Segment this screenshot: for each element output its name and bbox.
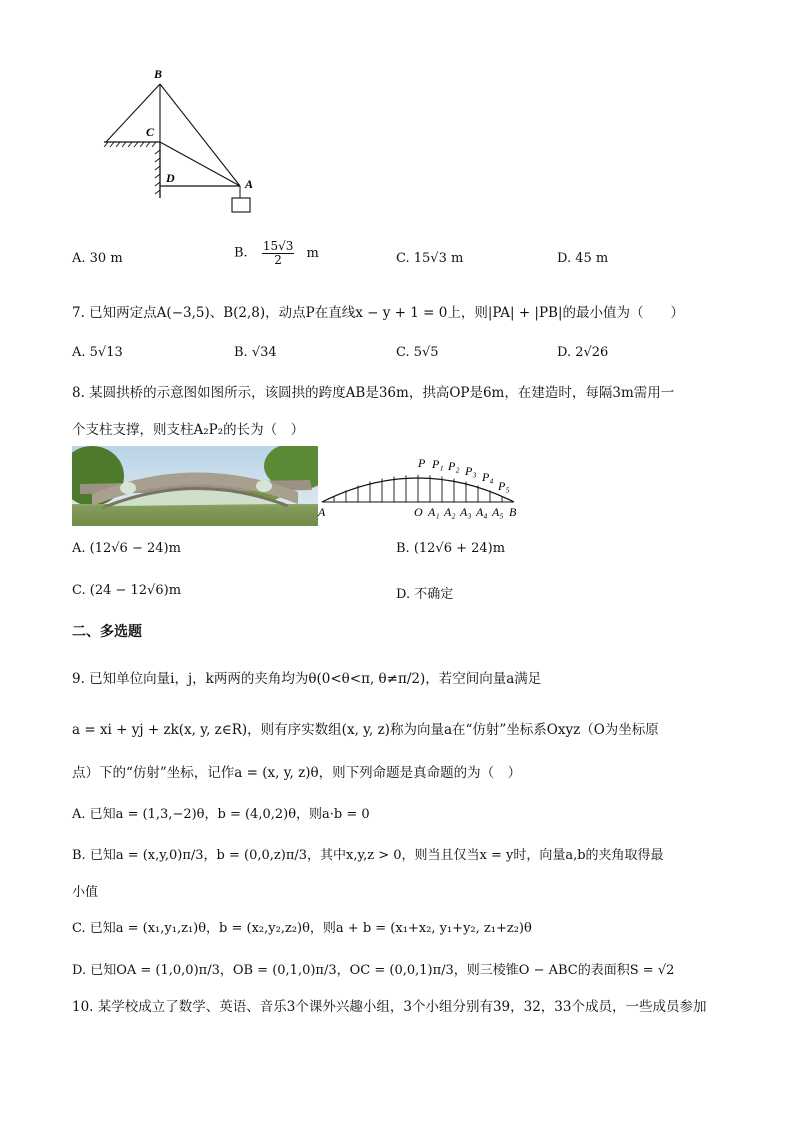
fraction: $\frac{15√3}{2}$ (262, 239, 294, 267)
label-d: D (166, 171, 175, 185)
arch-label-a1: A₁ (428, 505, 440, 519)
arch-label-a: A (318, 505, 326, 519)
q7-option-b: B. √34 (234, 345, 277, 360)
q9-option-b: B. 已知a = (x,y,0)π/3，b = (0,0,z)π/3，其中x,y,z > 0，则当且仅当x = y时，向量a,b的夹角取得最 (72, 848, 664, 863)
arch-label-p4: P₄ (482, 470, 494, 484)
q6-option-c: C. 15√3 m (396, 251, 464, 266)
arch-label-p5: P₅ (498, 479, 510, 493)
bridge-photo (72, 446, 318, 526)
q6-option-b: B. $\frac{15√3}{2}$ m (234, 239, 319, 267)
arch-label-a3: A₃ (460, 505, 472, 519)
q8-option-a: A. (12√6 − 24)m (72, 541, 181, 556)
arch-label-b: B (509, 505, 517, 519)
q9-question-line1: 9. 已知单位向量i，j，k两两的夹角均为θ(0<θ<π, θ≠π/2)，若空间向量a满足 (72, 671, 542, 687)
label-b: B (154, 67, 163, 81)
section-title: 二、多选题 (72, 624, 142, 640)
label-a: A (245, 177, 254, 191)
q8-option-d: D. 不确定 (396, 587, 454, 602)
q9-question-line2: a = xi + yj + zk(x, y, z∈R)，则有序实数组(x, y, z)称为向量a在“仿射”坐标系Oxyz（O为坐标原 (72, 722, 659, 738)
q9-option-c: C. 已知a = (x₁,y₁,z₁)θ，b = (x₂,y₂,z₂)θ，则a + b = (x₁+x₂, y₁+y₂, z₁+z₂)θ (72, 921, 532, 936)
q7-option-c: C. 5√5 (396, 345, 439, 360)
arch-label-p3: P₃ (465, 464, 477, 478)
q8-option-b: B. (12√6 + 24)m (396, 541, 506, 556)
geometry-figure-q6 (100, 62, 260, 222)
q8-option-c: C. (24 − 12√6)m (72, 583, 182, 598)
q6-option-a: A. 30 m (72, 251, 123, 266)
q7-question: 7. 已知两定点A(−3,5)、B(2,8)，动点P在直线x − y + 1 = 0上，则|PA| + |PB|的最小值为（ ） (72, 305, 685, 321)
q10-question-line1: 10. 某学校成立了数学、英语、音乐3个课外兴趣小组，3个小组分别有39，32，33个成员，一些成员参加 (72, 999, 707, 1015)
label-c: C (146, 125, 155, 139)
q8-question-line1: 8. 某圆拱桥的示意图如图所示，该圆拱的跨度AB是36m，拱高OP是6m，在建造时，每隔3m需用一 (72, 385, 675, 401)
q9-question-line3: 点）下的“仿射”坐标，记作a = (x, y, z)θ，则下列命题是真命题的为（ ） (72, 765, 522, 781)
arch-label-o: O (414, 505, 423, 519)
q6-option-d: D. 45 m (557, 251, 609, 266)
arch-label-p1: P₁ (432, 457, 444, 471)
arch-label-p: P (418, 456, 426, 470)
arch-label-a5: A₅ (492, 505, 504, 519)
q9-option-d: D. 已知OA = (1,0,0)π/3，OB = (0,1,0)π/3，OC = (0,0,1)π/3，则三棱锥O − ABC的表面积S = √2 (72, 963, 675, 978)
q9-option-b-cont: 小值 (72, 885, 99, 900)
arch-diagram (316, 452, 526, 524)
arch-label-a4: A₄ (476, 505, 488, 519)
arch-label-a2: A₂ (444, 505, 456, 519)
q7-option-a: A. 5√13 (72, 345, 123, 360)
q9-option-a: A. 已知a = (1,3,−2)θ，b = (4,0,2)θ，则a·b = 0 (72, 807, 370, 822)
arch-label-p2: P₂ (448, 459, 460, 473)
q7-option-d: D. 2√26 (557, 345, 609, 360)
q8-question-line2: 个支柱支撑，则支柱A₂P₂的长为（ ） (72, 422, 305, 438)
